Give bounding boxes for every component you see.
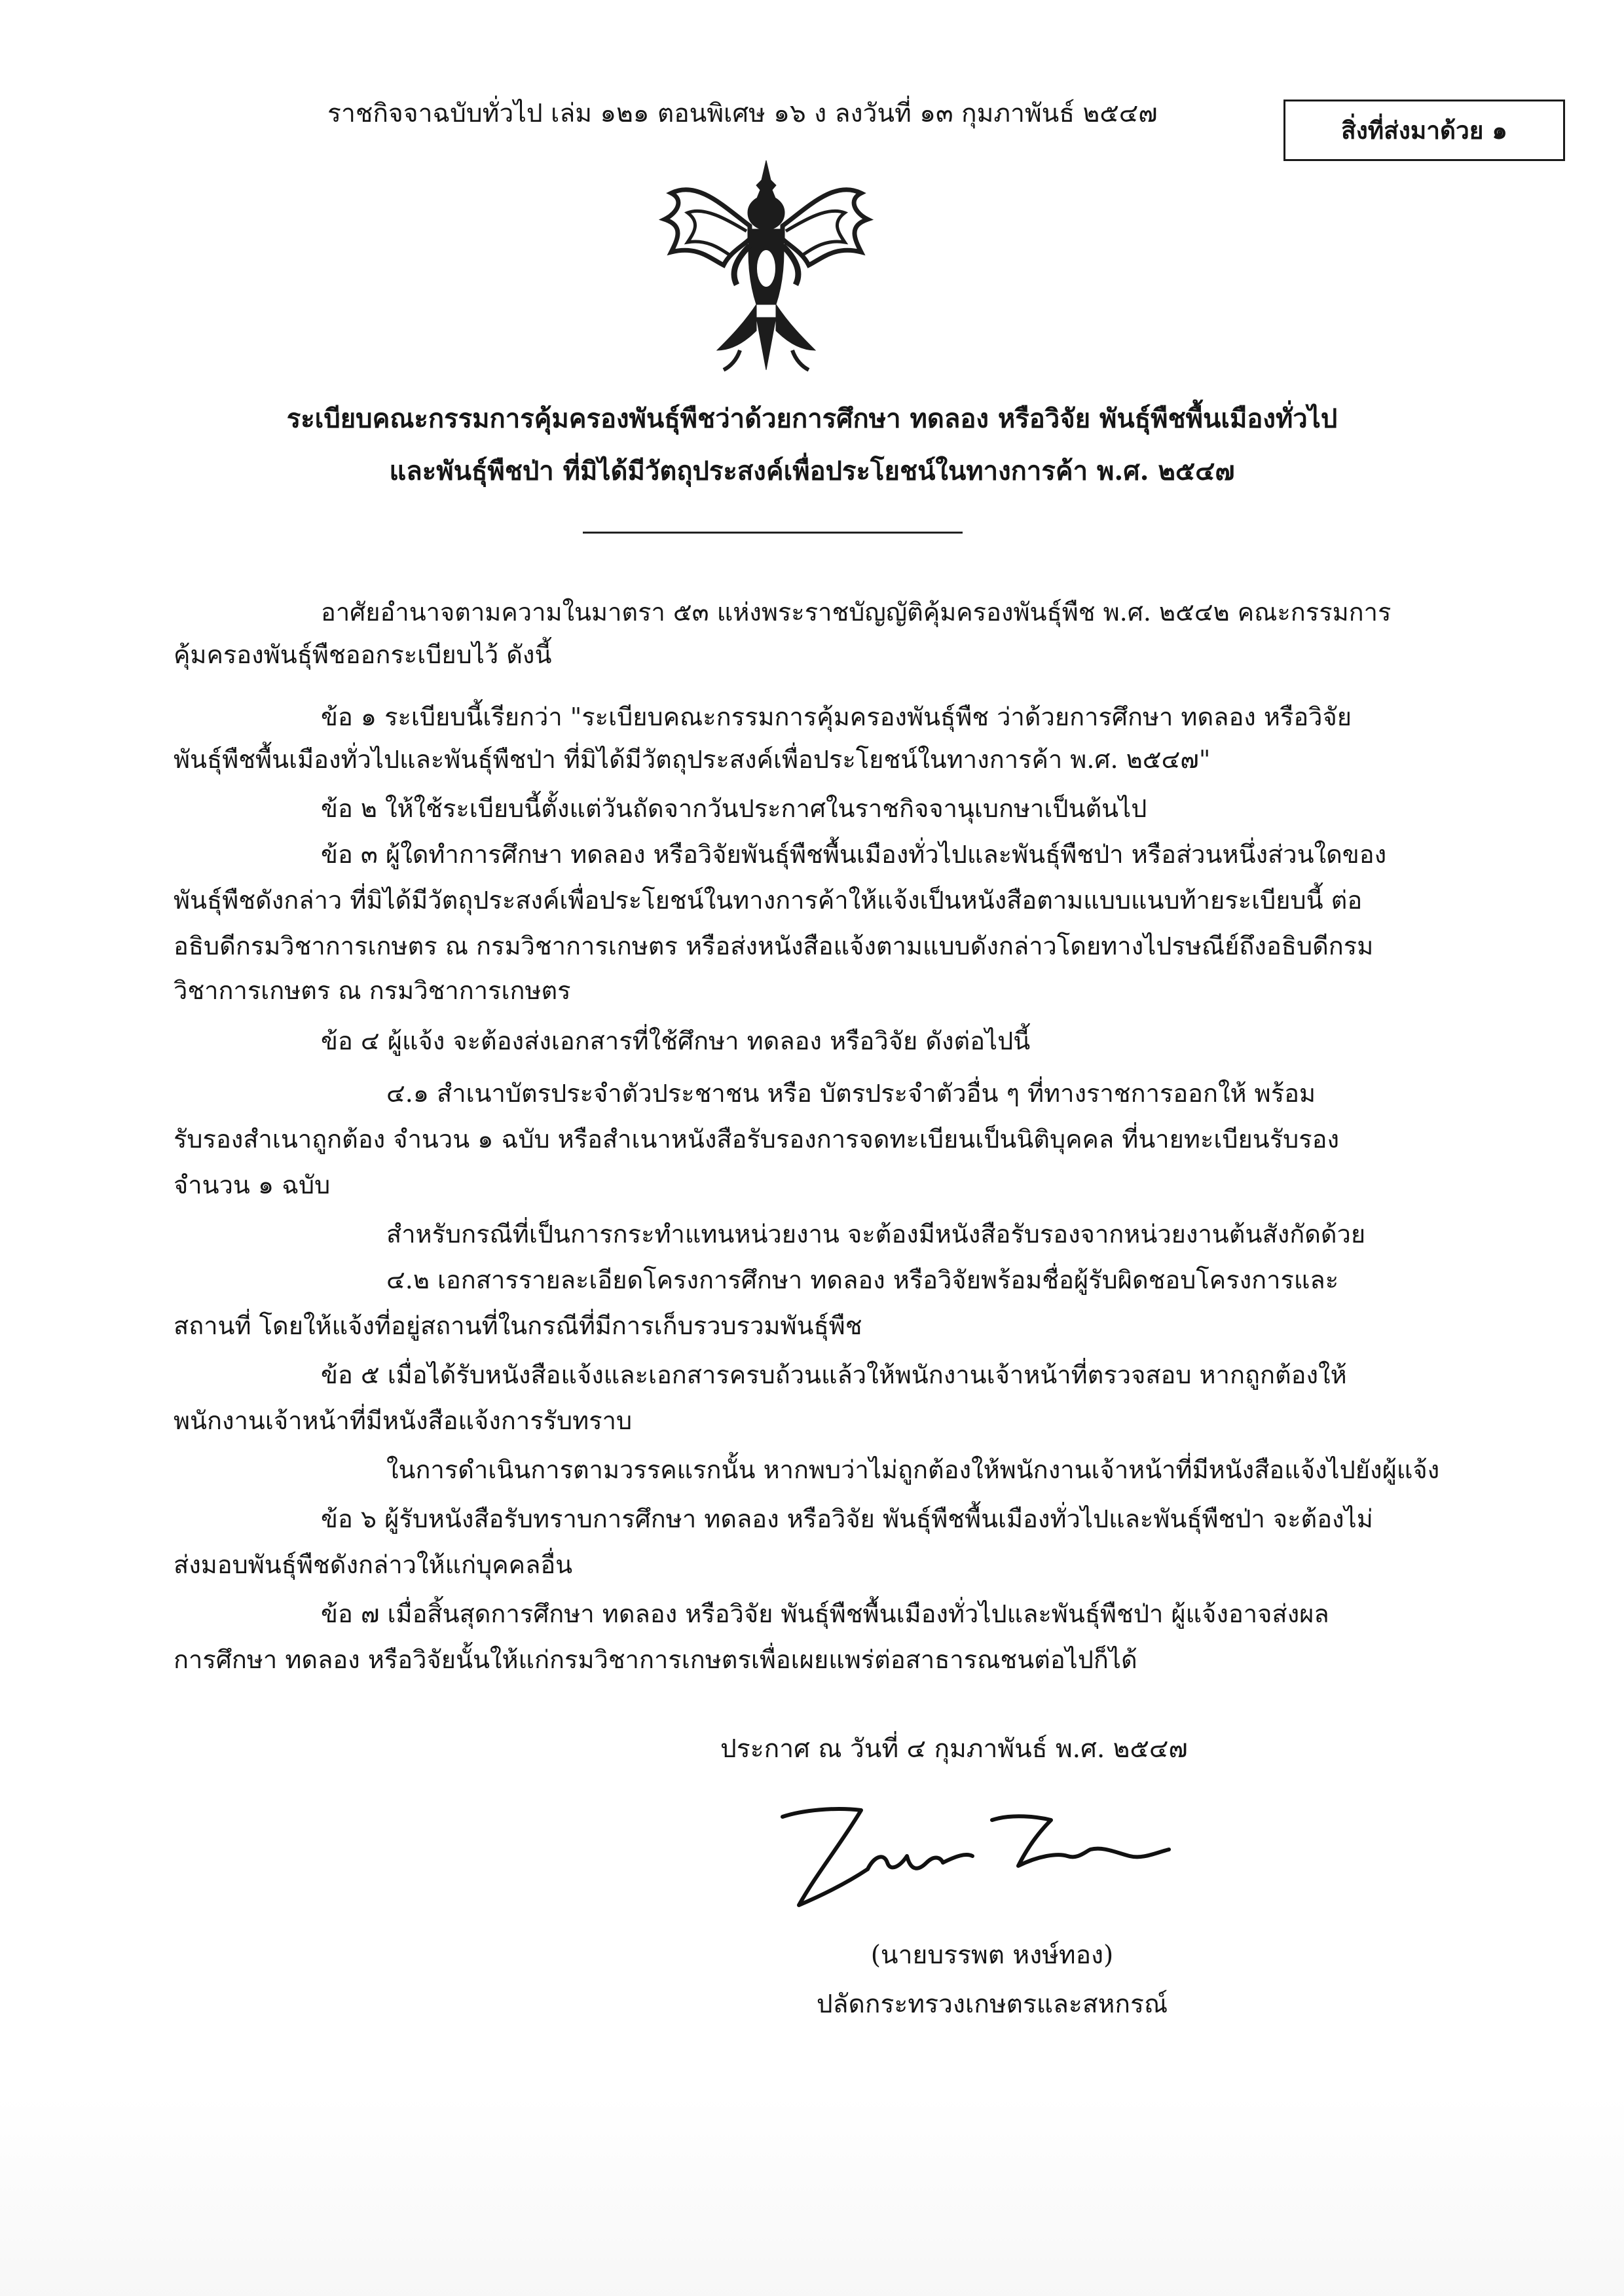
body-line: ส่งมอบพันธุ์พืชดังกล่าวให้แก่บุคคลอื่น	[174, 1550, 573, 1579]
title-divider	[583, 532, 963, 534]
body-line: ในการดำเนินการตามวรรคแรกนั้น หากพบว่าไม่ถูกต้องให้พนักงานเจ้าหน้าที่มีหนังสือแจ้งไปยังผู้แจ้ง	[386, 1455, 1440, 1484]
body-line: ข้อ ๕ เมื่อได้รับหนังสือแจ้งและเอกสารครบถ้วนแล้วให้พนักงานเจ้าหน้าที่ตรวจสอบ หากถูกต้องให้	[321, 1360, 1347, 1389]
body-line: ข้อ ๒ ให้ใช้ระเบียบนี้ตั้งแต่วันถัดจากวันประกาศในราชกิจจานุเบกษาเป็นต้นไป	[321, 794, 1147, 823]
scan-bleed-through	[0, 2095, 1624, 2296]
body-line: ๔.๑ สำเนาบัตรประจำตัวประชาชน หรือ บัตรประจำตัวอื่น ๆ ที่ทางราชการออกให้ พร้อม	[386, 1079, 1316, 1108]
body-line: รับรองสำเนาถูกต้อง จำนวน ๑ ฉบับ หรือสำเนาหนังสือรับรองการจดทะเบียนเป็นนิติบุคคล ที่นายทะเบียนรับรอง	[174, 1125, 1340, 1154]
handwritten-signature	[776, 1791, 1195, 1922]
body-line: ๔.๒ เอกสารรายละเอียดโครงการศึกษา ทดลอง หรือวิจัยพร้อมชื่อผู้รับผิดชอบโครงการและ	[386, 1266, 1339, 1294]
signer-name: (นายบรรพต หงษ์ทอง)	[870, 1941, 1114, 1970]
title-line-1: ระเบียบคณะกรรมการคุ้มครองพันธุ์พืชว่าด้วยการศึกษา ทดลอง หรือวิจัย พันธุ์พืชพื้นเมืองทั่วไป	[286, 403, 1338, 434]
enclosure-label: สิ่งที่ส่งมาด้วย ๑	[1283, 100, 1565, 161]
title-line-2: และพันธุ์พืชป่า ที่มิได้มีวัตถุประสงค์เพื่อประโยชน์ในทางการค้า พ.ศ. ๒๕๔๗	[389, 456, 1235, 486]
body-line: วิชาการเกษตร ณ กรมวิชาการเกษตร	[174, 976, 571, 1005]
announcement-date: ประกาศ ณ วันที่ ๔ กุมภาพันธ์ พ.ศ. ๒๕๔๗	[720, 1734, 1188, 1764]
body-line: ข้อ ๔ ผู้แจ้ง จะต้องส่งเอกสารที่ใช้ศึกษา ทดลอง หรือวิจัย ดังต่อไปนี้	[321, 1027, 1031, 1055]
signer-title: ปลัดกระทรวงเกษตรและสหกรณ์	[816, 1990, 1168, 2019]
body-line: คุ้มครองพันธุ์พืชออกระเบียบไว้ ดังนี้	[174, 640, 552, 669]
gazette-reference: ราชกิจจาฉบับทั่วไป เล่ม ๑๒๑ ตอนพิเศษ ๑๖ ง ลงวันที่ ๑๓ กุมภาพันธ์ ๒๕๔๗	[327, 99, 1158, 128]
body-line: ข้อ ๑ ระเบียบนี้เรียกว่า "ระเบียบคณะกรรมการคุ้มครองพันธุ์พืช ว่าด้วยการศึกษา ทดลอง หรือวิจัย	[321, 702, 1352, 731]
body-line: ข้อ ๓ ผู้ใดทำการศึกษา ทดลอง หรือวิจัยพันธุ์พืชพื้นเมืองทั่วไปและพันธุ์พืชป่า หรือส่วนหนึ่งส่วนใดของ	[321, 840, 1387, 869]
garuda-emblem-icon	[658, 154, 874, 376]
body-line: พนักงานเจ้าหน้าที่มีหนังสือแจ้งการรับทราบ	[174, 1406, 633, 1435]
body-line: จำนวน ๑ ฉบับ	[174, 1171, 331, 1199]
body-line: สำหรับกรณีที่เป็นการกระทำแทนหน่วยงาน จะต้องมีหนังสือรับรองจากหน่วยงานต้นสังกัดด้วย	[386, 1220, 1366, 1248]
body-line: การศึกษา ทดลอง หรือวิจัยนั้นให้แก่กรมวิชาการเกษตรเพื่อเผยแพร่ต่อสาธารณชนต่อไปก็ได้	[174, 1645, 1137, 1674]
body-line: ข้อ ๗ เมื่อสิ้นสุดการศึกษา ทดลอง หรือวิจัย พันธุ์พืชพื้นเมืองทั่วไปและพันธุ์พืชป่า ผู้แจ้งอาจส่งผล	[321, 1599, 1329, 1628]
regulation-title	[164, 393, 1460, 498]
body-line: พันธุ์พืชพื้นเมืองทั่วไปและพันธุ์พืชป่า ที่มิได้มีวัตถุประสงค์เพื่อประโยชน์ในทางการค้า พ.ศ. ๒๕๔๗"	[174, 745, 1211, 774]
body-line: ข้อ ๖ ผู้รับหนังสือรับทราบการศึกษา ทดลอง หรือวิจัย พันธุ์พืชพื้นเมืองทั่วไปและพันธุ์พืชป่า จะต้องไม่	[321, 1504, 1373, 1533]
body-line: สถานที่ โดยให้แจ้งที่อยู่สถานที่ในกรณีที่มีการเก็บรวบรวมพันธุ์พืช	[174, 1311, 862, 1340]
body-line: อธิบดีกรมวิชาการเกษตร ณ กรมวิชาการเกษตร หรือส่งหนังสือแจ้งตามแบบดังกล่าวโดยทางไปรษณีย์ถึงอธิบดีกรม	[174, 932, 1374, 960]
body-line: อาศัยอำนาจตามความในมาตรา ๕๓ แห่งพระราชบัญญัติคุ้มครองพันธุ์พืช พ.ศ. ๒๕๔๒ คณะกรรมการ	[321, 598, 1392, 627]
body-line: พันธุ์พืชดังกล่าว ที่มิได้มีวัตถุประสงค์เพื่อประโยชน์ในทางการค้าให้แจ้งเป็นหนังสือตามแบบแนบท้ายระเบียบนี้ ต่อ	[174, 886, 1363, 915]
